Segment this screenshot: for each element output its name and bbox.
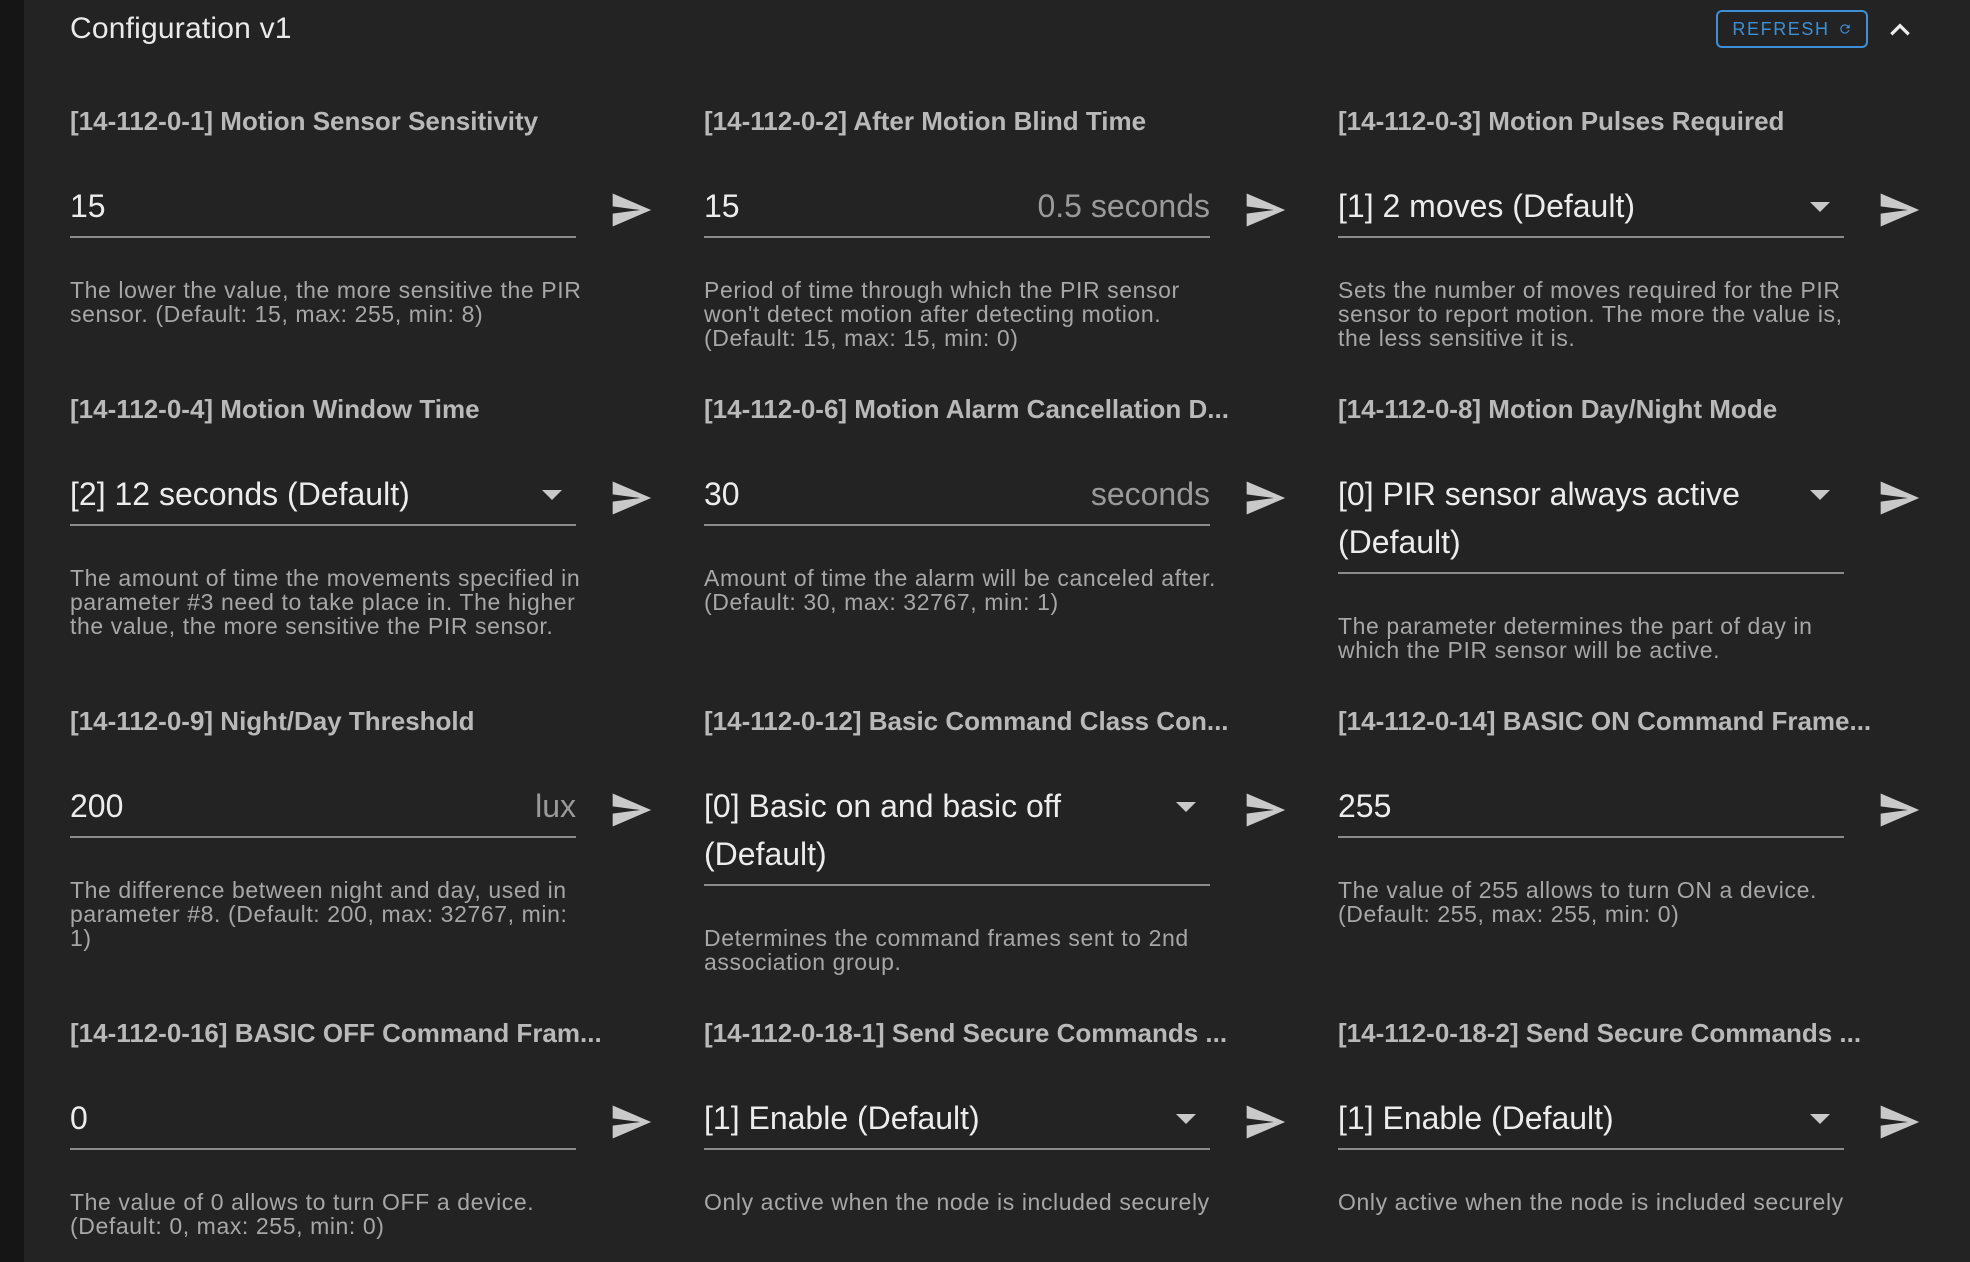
chevron-down-icon[interactable] (1176, 802, 1196, 814)
send-icon[interactable] (1876, 1100, 1922, 1144)
param-helper-text: Determines the command frames sent to 2nd association group. (704, 925, 1189, 975)
param-title: [14-112-0-3] Motion Pulses Required (1338, 106, 1785, 136)
chevron-down-icon[interactable] (1810, 490, 1830, 502)
send-icon[interactable] (1876, 188, 1922, 232)
param-value[interactable]: [2] 12 seconds (Default) (70, 476, 410, 512)
param-value[interactable]: [0] PIR sensor always active (Default) (1338, 476, 1740, 560)
param-select[interactable] (1338, 1094, 1844, 1150)
send-icon[interactable] (1242, 788, 1288, 832)
param-helper-text: The amount of time the movements specified in parameter #3 need to take place in. The higher the value, the more sensitive the PIR sensor. (70, 565, 581, 639)
param-unit: lux (535, 788, 576, 824)
param-helper-text: The lower the value, the more sensitive the PIR sensor. (Default: 15, max: 255, min: 8) (70, 277, 582, 327)
send-icon[interactable] (1242, 188, 1288, 232)
param-number-input[interactable] (1338, 782, 1844, 838)
sidebar-edge (0, 0, 24, 1262)
param-helper-text: Period of time through which the PIR sensor won't detect motion after detecting motion. (Default: 15, max: 15, min: 0) (704, 277, 1180, 351)
param-helper-text: The parameter determines the part of day in which the PIR sensor will be active. (1338, 613, 1813, 663)
param-title: [14-112-0-2] After Motion Blind Time (704, 106, 1147, 136)
param-value[interactable]: 0 (70, 1100, 88, 1136)
param-value[interactable]: 255 (1338, 788, 1392, 824)
param-helper-text: The difference between night and day, used in parameter #8. (Default: 200, max: 32767, min: 1) (70, 877, 568, 951)
send-icon[interactable] (608, 788, 654, 832)
send-icon[interactable] (1242, 476, 1288, 520)
param-value[interactable]: [1] 2 moves (Default) (1338, 188, 1635, 224)
param-title: [14-112-0-14] BASIC ON Command Frame... (1338, 706, 1872, 736)
param-number-input[interactable] (70, 782, 576, 838)
param-value[interactable]: [0] Basic on and basic off (Default) (704, 788, 1061, 872)
chevron-down-icon[interactable] (1810, 202, 1830, 214)
param-value[interactable]: 15 (70, 188, 106, 224)
param-select[interactable] (704, 782, 1210, 886)
param-value[interactable]: [1] Enable (Default) (1338, 1100, 1614, 1136)
param-title: [14-112-0-6] Motion Alarm Cancellation D... (704, 394, 1229, 424)
param-helper-text: Sets the number of moves required for the PIR sensor to report motion. The more the value is, the less sensitive it is. (1338, 277, 1843, 351)
param-helper-text: Amount of time the alarm will be canceled after. (Default: 30, max: 32767, min: 1) (704, 565, 1217, 615)
param-title: [14-112-0-16] BASIC OFF Command Fram... (70, 1018, 602, 1048)
send-icon[interactable] (1242, 1100, 1288, 1144)
param-title: [14-112-0-4] Motion Window Time (70, 394, 480, 424)
param-title: [14-112-0-8] Motion Day/Night Mode (1338, 394, 1778, 424)
param-value[interactable]: [1] Enable (Default) (704, 1100, 980, 1136)
send-icon[interactable] (608, 1100, 654, 1144)
param-unit: seconds (1090, 476, 1210, 512)
param-number-input[interactable] (704, 470, 1210, 526)
param-helper-text: Only active when the node is included securely (1338, 1189, 1844, 1215)
chevron-down-icon[interactable] (542, 490, 562, 502)
panel-title: Configuration v1 (70, 12, 292, 45)
param-select[interactable] (1338, 182, 1844, 238)
param-value[interactable]: 200 (70, 788, 124, 824)
param-title: [14-112-0-12] Basic Command Class Con... (704, 706, 1229, 736)
param-title: [14-112-0-9] Night/Day Threshold (70, 706, 475, 736)
send-icon[interactable] (1876, 476, 1922, 520)
send-icon[interactable] (1876, 788, 1922, 832)
param-value[interactable]: 15 (704, 188, 740, 224)
param-select[interactable] (704, 1094, 1210, 1150)
param-title: [14-112-0-18-2] Send Secure Commands ... (1338, 1018, 1862, 1048)
send-icon[interactable] (608, 188, 654, 232)
parameter-grid (70, 0, 1950, 1262)
param-value[interactable]: 30 (704, 476, 740, 512)
param-number-input[interactable] (70, 1094, 576, 1150)
param-helper-text: The value of 255 allows to turn ON a device. (Default: 255, max: 255, min: 0) (1338, 877, 1817, 927)
param-unit: 0.5 seconds (1037, 188, 1210, 224)
param-helper-text: The value of 0 allows to turn OFF a device. (Default: 0, max: 255, min: 0) (70, 1189, 535, 1239)
param-title: [14-112-0-18-1] Send Secure Commands ... (704, 1018, 1228, 1048)
param-title: [14-112-0-1] Motion Sensor Sensitivity (70, 106, 539, 136)
param-select[interactable] (1338, 470, 1844, 574)
param-number-input[interactable] (70, 182, 576, 238)
param-helper-text: Only active when the node is included securely (704, 1189, 1210, 1215)
refresh-button-label: REFRESH (1732, 18, 1830, 39)
chevron-down-icon[interactable] (1176, 1114, 1196, 1126)
param-select[interactable] (70, 470, 576, 526)
send-icon[interactable] (608, 476, 654, 520)
chevron-down-icon[interactable] (1810, 1114, 1830, 1126)
param-number-input[interactable] (704, 182, 1210, 238)
